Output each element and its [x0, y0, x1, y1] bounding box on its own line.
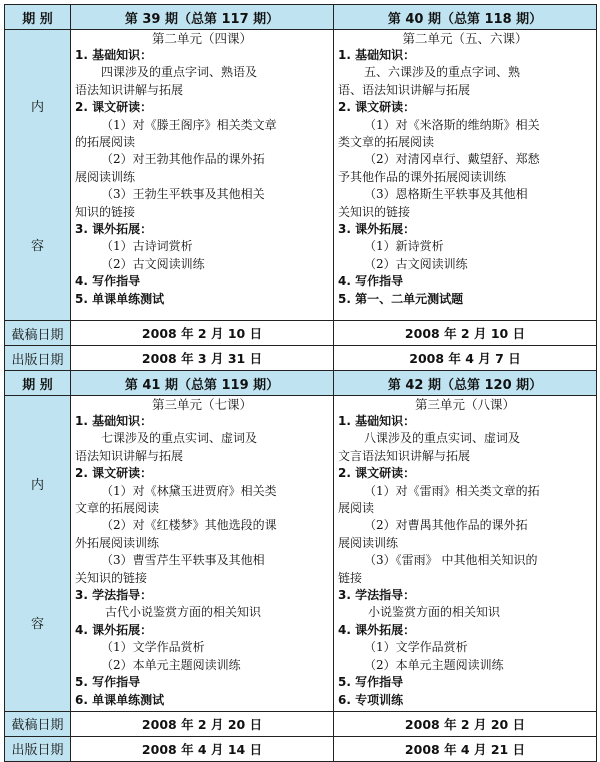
content-line: 展阅读训练	[75, 169, 136, 184]
submit-date-value: 2008 年 2 月 20 日	[334, 711, 597, 736]
issue-content	[334, 396, 597, 712]
content-line: 知识的链接	[75, 204, 136, 219]
content-line: （2）本单元主题阅读训练	[101, 657, 241, 672]
content-line: （2）对王勃其他作品的课外拓	[101, 152, 265, 167]
period-label: 期 别	[5, 371, 71, 396]
section-heading: 4. 课外拓展：	[75, 622, 153, 637]
submit-date-label: 截稿日期	[5, 321, 71, 346]
section-heading: 5. 写作指导	[75, 675, 141, 690]
section-heading: 4. 课外拓展：	[338, 622, 416, 637]
content-lines	[338, 413, 592, 709]
content-line: 关知识的链接	[75, 570, 148, 585]
content-line: （1）文学作品赏析	[364, 640, 468, 655]
section-heading: 6. 单课单练测试	[75, 692, 165, 707]
content-line: （1）对《雷雨》相关类文章的拓	[364, 483, 540, 498]
section-heading: 5. 写作指导	[338, 675, 404, 690]
content-line: （1）对《米洛斯的维纳斯》相关	[364, 117, 540, 132]
issue-header: 第 42 期（总第 120 期）	[334, 371, 597, 396]
period-row	[5, 5, 597, 30]
section-heading: 1. 基础知识：	[338, 414, 416, 428]
content-line: 展阅读训练	[338, 535, 399, 550]
period-label: 期 别	[5, 5, 71, 30]
publish-date-value: 2008 年 4 月 7 日	[334, 346, 597, 371]
content-line: 五、六课涉及的重点字词、熟	[364, 65, 521, 80]
unit-title: 第二单元（五、六课）	[402, 31, 528, 46]
schedule-table	[4, 4, 597, 762]
section-heading: 4. 写作指导	[75, 274, 141, 289]
content-line: 展阅读	[338, 501, 375, 516]
content-row	[5, 396, 597, 712]
content-line: 语、语法知识讲解与拓展	[338, 82, 471, 97]
section-heading: 3. 学法指导：	[75, 588, 153, 603]
content-line: 外拓展阅读训练	[75, 535, 160, 550]
submit-date-value: 2008 年 2 月 10 日	[334, 321, 597, 346]
section-heading: 3. 课外拓展：	[75, 222, 153, 237]
publish-date-value: 2008 年 4 月 21 日	[334, 736, 597, 761]
content-line: 类文章的拓展阅读	[338, 135, 435, 150]
issue-header: 第 39 期（总第 117 期）	[71, 5, 334, 30]
submit-date-row	[5, 321, 597, 346]
content-lines	[75, 413, 329, 709]
submit-date-value: 2008 年 2 月 10 日	[71, 321, 334, 346]
content-line: （3）恩格斯生平轶事及其他相	[364, 187, 528, 202]
section-heading: 6. 专项训练	[338, 692, 404, 707]
content-line: （3）《雷雨》 中其他相关知识的	[364, 553, 538, 568]
publish-date-row	[5, 346, 597, 371]
section-heading: 5. 第一、二单元测试题	[338, 291, 464, 306]
content-line: （1）古诗词赏析	[101, 239, 193, 254]
section-heading: 2. 课文研读：	[338, 100, 416, 115]
issue-content	[71, 396, 334, 712]
content-line: 语法知识讲解与拓展	[75, 448, 184, 463]
submit-date-row	[5, 711, 597, 736]
content-line: 文章的拓展阅读	[75, 501, 160, 516]
section-heading: 3. 课外拓展：	[338, 222, 416, 237]
content-line: （2）本单元主题阅读训练	[364, 657, 504, 672]
unit-title: 第二单元（四课）	[151, 31, 252, 46]
content-line: （1）新诗赏析	[364, 239, 444, 254]
content-label-top: 内	[30, 478, 44, 494]
content-label-top: 内	[30, 100, 44, 115]
issue-content	[334, 30, 597, 321]
content-line: （2）古文阅读训练	[101, 256, 205, 271]
content-line: 语法知识讲解与拓展	[75, 82, 184, 97]
content-line: （2）对曹禺其他作品的课外拓	[364, 518, 528, 533]
issue-header: 第 40 期（总第 118 期）	[334, 5, 597, 30]
content-lines	[338, 47, 592, 308]
content-line: 链接	[338, 570, 363, 585]
content-line: 古代小说鉴赏方面的相关知识	[105, 605, 262, 620]
content-line: （3）王勃生平轶事及其他相关	[101, 187, 265, 202]
publish-date-label: 出版日期	[5, 736, 71, 761]
publish-date-value: 2008 年 3 月 31 日	[71, 346, 334, 371]
content-lines	[75, 47, 329, 308]
section-heading: 3. 学法指导：	[338, 588, 416, 603]
content-line: 的拓展阅读	[75, 135, 136, 150]
content-row	[5, 30, 597, 321]
content-line: （1）对《滕王阁序》相关类文章	[101, 117, 277, 132]
content-label-bottom: 容	[30, 617, 44, 633]
issue-header: 第 41 期（总第 119 期）	[71, 371, 334, 396]
content-line: 八课涉及的重点实词、虚词及	[364, 431, 521, 446]
publish-date-label: 出版日期	[5, 346, 71, 371]
content-line: 四课涉及的重点字词、熟语及	[101, 65, 258, 80]
content-label	[5, 396, 71, 712]
submit-date-label: 截稿日期	[5, 711, 71, 736]
publish-date-value: 2008 年 4 月 14 日	[71, 736, 334, 761]
unit-title: 第三单元（七课）	[151, 397, 252, 412]
content-line: 关知识的链接	[338, 204, 411, 219]
content-line: 七课涉及的重点实词、虚词及	[101, 431, 258, 446]
content-line: 文言语法知识讲解与拓展	[338, 448, 471, 463]
content-line: （2）古文阅读训练	[364, 256, 468, 271]
issue-content	[71, 30, 334, 321]
content-line: 小说鉴赏方面的相关知识	[368, 605, 501, 620]
period-row	[5, 371, 597, 396]
content-line: （1）对《林黛玉进贾府》相关类	[101, 483, 277, 498]
content-line: （2）对清冈卓行、戴望舒、郑愁	[364, 152, 540, 167]
section-heading: 1. 基础知识：	[75, 414, 153, 428]
unit-title: 第三单元（八课）	[414, 397, 515, 412]
publish-date-row	[5, 736, 597, 761]
content-label	[5, 30, 71, 321]
section-heading: 4. 写作指导	[338, 274, 404, 289]
content-label-bottom: 容	[30, 239, 44, 254]
section-heading: 2. 课文研读：	[75, 100, 153, 115]
content-line: （1）文学作品赏析	[101, 640, 205, 655]
content-line: （3）曹雪芹生平轶事及其他相	[101, 553, 265, 568]
section-heading: 1. 基础知识：	[338, 48, 416, 62]
submit-date-value: 2008 年 2 月 20 日	[71, 711, 334, 736]
section-heading: 1. 基础知识：	[75, 48, 153, 62]
section-heading: 5. 单课单练测试	[75, 291, 165, 306]
content-line: （2）对《红楼梦》其他选段的课	[101, 518, 277, 533]
section-heading: 2. 课文研读：	[338, 466, 416, 481]
content-line: 予其他作品的课外拓展阅读训练	[338, 169, 507, 184]
section-heading: 2. 课文研读：	[75, 466, 153, 481]
